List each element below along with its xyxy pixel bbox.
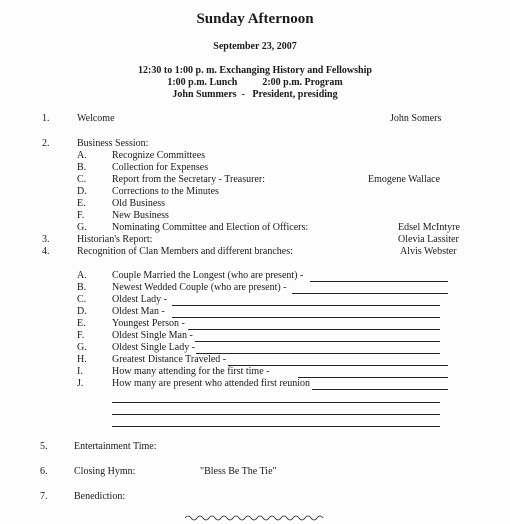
blank-line[interactable]: [195, 341, 440, 342]
secretary-person: Emogene Wallace: [368, 174, 441, 185]
squiggle-divider: [185, 514, 327, 522]
blank-line[interactable]: [298, 377, 448, 378]
schedule-line-3: John Summers - President, presiding: [172, 89, 338, 100]
sub-letter: D.: [77, 186, 87, 197]
item-historian-person: Olevia Lassiter: [398, 234, 459, 245]
sub-letter: J.: [77, 378, 84, 389]
sub-letter: C.: [77, 294, 87, 305]
item-number: 1.: [42, 113, 50, 124]
sub-item: Oldest Lady -: [112, 294, 167, 305]
page-title: Sunday Afternoon: [196, 11, 314, 27]
sub-item: How many are present who attended first reunion: [112, 378, 310, 389]
sub-item: Oldest Single Man -: [112, 330, 193, 341]
item-welcome-label: Welcome: [77, 113, 115, 124]
item-recognition-person: Alvis Webster: [400, 246, 457, 257]
sub-letter: C.: [77, 174, 87, 185]
event-date: September 23, 2007: [213, 41, 297, 52]
sub-item: Report from the Secretary - Treasurer:: [112, 174, 266, 185]
blank-line[interactable]: [196, 353, 440, 354]
sub-letter: G.: [77, 342, 87, 353]
item-number: 7.: [40, 491, 48, 502]
item-number: 6.: [40, 466, 48, 477]
blank-line[interactable]: [292, 293, 448, 294]
sub-item: Oldest Single Lady -: [112, 342, 196, 353]
sub-letter: F.: [77, 210, 85, 221]
sub-letter: B.: [77, 282, 87, 293]
sub-letter: E.: [77, 198, 86, 209]
item-historian-label: Historian's Report:: [77, 234, 153, 245]
item-hymn-song: "Bless Be The Tie": [200, 466, 277, 477]
sub-item: How many attending for the first time -: [112, 366, 270, 377]
sub-item: Collection for Expenses: [112, 162, 209, 173]
sub-letter: A.: [77, 270, 87, 281]
item-welcome-person: John Somers: [390, 113, 442, 124]
sub-item: Couple Married the Longest (who are present) -: [112, 270, 304, 281]
sub-item: Corrections to the Minutes: [112, 186, 219, 197]
schedule-line-1: 12:30 to 1:00 p. m. Exchanging History and Fellowship: [138, 65, 372, 76]
sub-item: Nominating Committee and Election of Officers:: [112, 222, 309, 233]
blank-line[interactable]: [172, 317, 440, 318]
sub-letter: G.: [77, 222, 87, 233]
sub-item: Old Business: [112, 198, 166, 209]
nominating-person: Edsel McIntyre: [398, 222, 460, 233]
blank-line[interactable]: [310, 281, 448, 282]
sub-letter: B.: [77, 162, 87, 173]
item-hymn-label: Closing Hymn:: [74, 466, 136, 477]
sub-item: New Business: [112, 210, 169, 221]
item-number: 3.: [42, 234, 50, 245]
sub-letter: I.: [77, 366, 83, 377]
blank-line[interactable]: [112, 414, 440, 415]
sub-item: Recognize Committees: [112, 150, 206, 161]
sub-letter: D.: [77, 306, 87, 317]
item-number: 2.: [42, 138, 50, 149]
item-number: 4.: [42, 246, 50, 257]
sub-letter: H.: [77, 354, 87, 365]
blank-line[interactable]: [112, 426, 440, 427]
blank-line[interactable]: [172, 305, 440, 306]
sub-item: Oldest Man -: [112, 306, 165, 317]
item-number: 5.: [40, 441, 48, 452]
sub-letter: A.: [77, 150, 87, 161]
item-business-label: Business Session:: [77, 138, 149, 149]
sub-item: Newest Wedded Couple (who are present) -: [112, 282, 287, 293]
sub-item: Youngest Person -: [112, 318, 185, 329]
blank-line[interactable]: [188, 329, 440, 330]
item-entertainment-label: Entertainment Time:: [74, 441, 157, 452]
sub-letter: F.: [77, 330, 85, 341]
blank-line[interactable]: [312, 389, 448, 390]
blank-line[interactable]: [112, 402, 440, 403]
sub-item: Greatest Distance Traveled -: [112, 354, 227, 365]
item-benediction-label: Benediction:: [74, 491, 126, 502]
sub-letter: E.: [77, 318, 86, 329]
item-recognition-label: Recognition of Clan Members and different branches:: [77, 246, 293, 257]
schedule-line-2: 1:00 p.m. Lunch 2:00 p.m. Program: [167, 77, 343, 88]
